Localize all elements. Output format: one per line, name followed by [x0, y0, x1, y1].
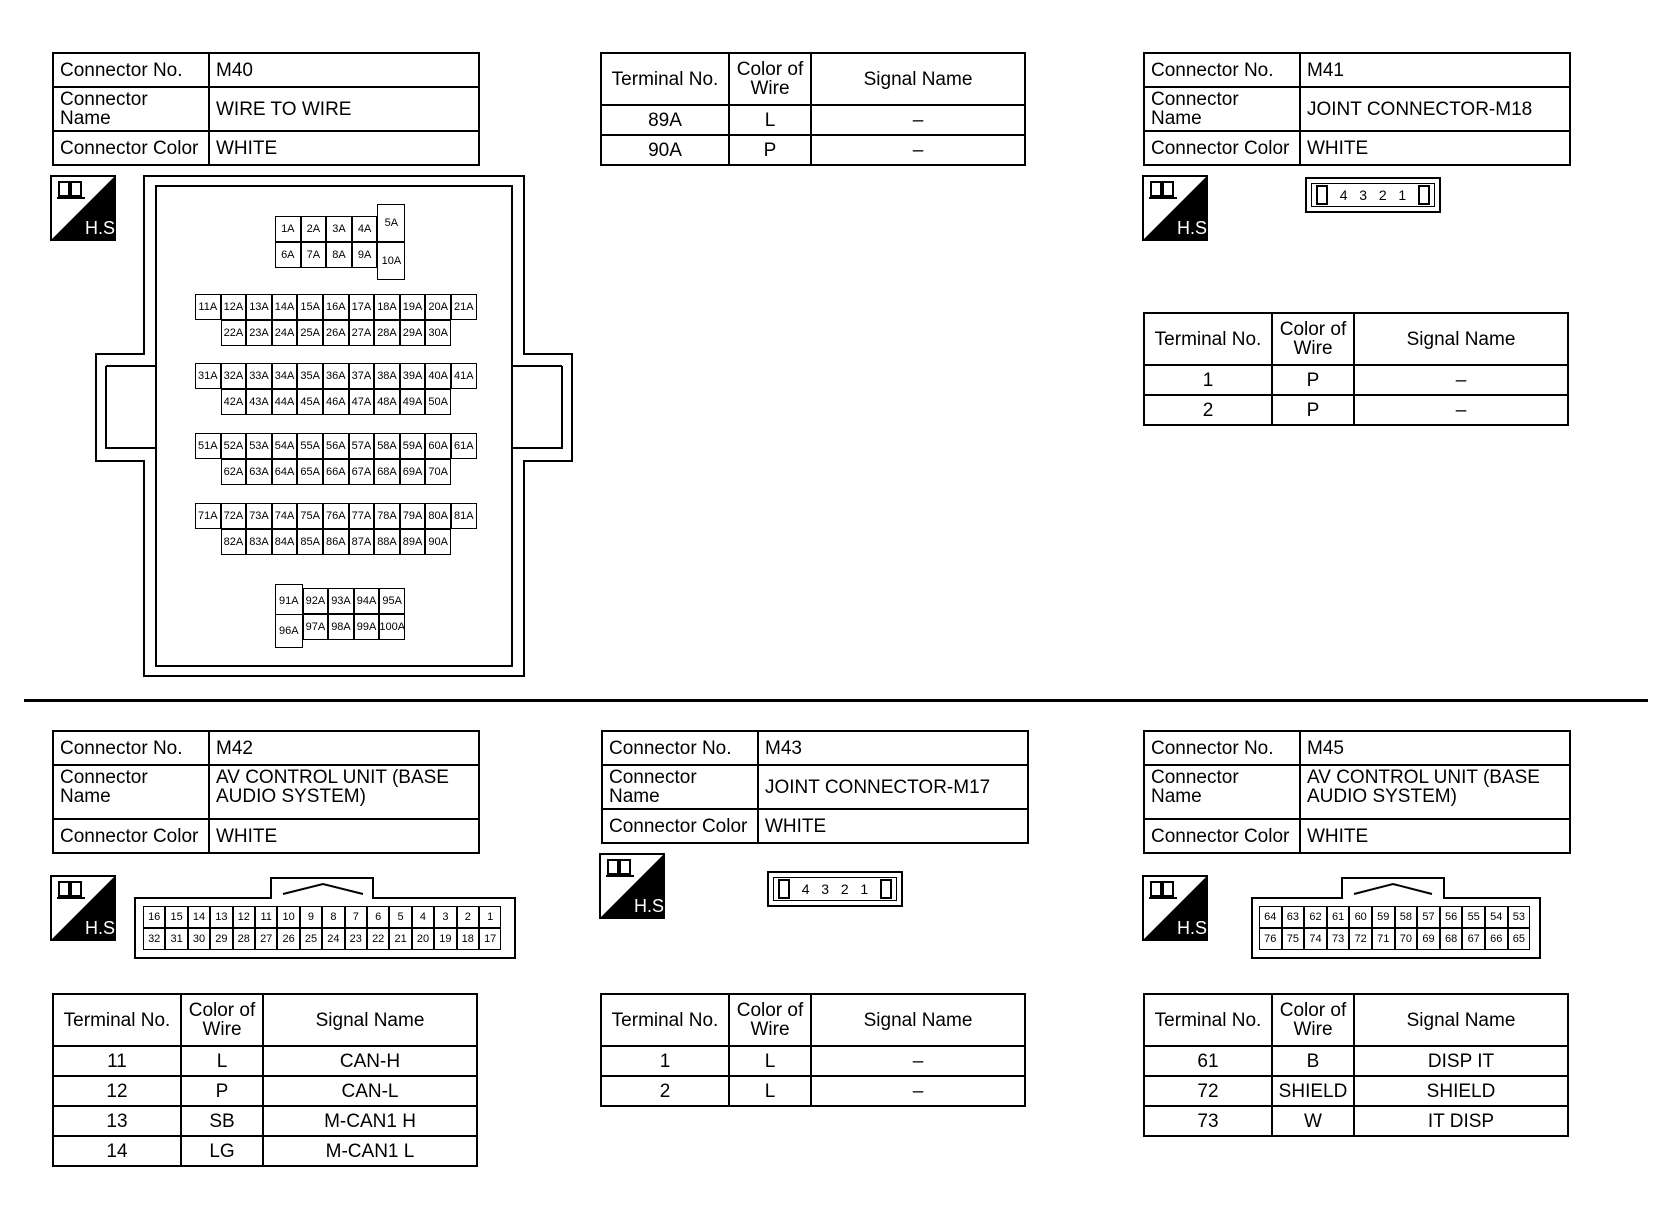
table-row: 72 SHIELD SHIELD: [1144, 1076, 1568, 1106]
terminal-pin: 20A: [425, 294, 451, 320]
terminal-pin: 31: [165, 928, 187, 950]
value: WIRE TO WIRE: [209, 87, 479, 131]
terminal-pin: 46A: [323, 389, 349, 415]
m43-terminal-table: Terminal No. Color of Wire Signal Name 1 L – 2 L –: [600, 993, 1026, 1107]
terminal-pin: 52A: [221, 433, 247, 459]
terminal-pin: 6A: [275, 242, 301, 268]
terminal-pin: 94A: [354, 588, 380, 614]
terminal-pin: 68A: [374, 459, 400, 485]
m43-connector-info: Connector No. M43 Connector Name JOINT CONNECTOR-M17 Connector Color WHITE: [601, 730, 1029, 844]
terminal-pin: 86A: [323, 529, 349, 555]
terminal-pin: 4: [412, 906, 434, 928]
header: Terminal No.: [601, 53, 729, 105]
m45-terminal-table: Terminal No. Color of Wire Signal Name 61 B DISP IT 72 SHIELD SHIELD 73 W IT DISP: [1143, 993, 1569, 1137]
terminal-pin: 68: [1440, 928, 1463, 950]
terminal-pin: 16A: [323, 294, 349, 320]
terminal-pin: 89A: [400, 529, 426, 555]
terminal-pin: 56: [1440, 906, 1463, 928]
terminal-pin: 73: [1327, 928, 1350, 950]
terminal-pin: 21A: [451, 294, 477, 320]
terminal-pin: 25: [300, 928, 322, 950]
terminal-pin: 59: [1372, 906, 1395, 928]
terminal-pin: 26: [277, 928, 299, 950]
terminal-pin: 15A: [297, 294, 323, 320]
terminal-pin: 66A: [323, 459, 349, 485]
terminal-pin: 70A: [425, 459, 451, 485]
terminal-pin: 40A: [425, 363, 451, 389]
terminal-pin: 74: [1304, 928, 1327, 950]
terminal-pin: 38A: [374, 363, 400, 389]
terminal-pin: 69: [1417, 928, 1440, 950]
terminal-pin: 63A: [246, 459, 272, 485]
table-row: 61 B DISP IT: [1144, 1046, 1568, 1076]
terminal-pin: 76A: [323, 503, 349, 529]
terminal-pin: 25A: [297, 320, 323, 346]
terminal-pin: 64A: [272, 459, 298, 485]
terminal-pin: 27: [255, 928, 277, 950]
terminal-pin: 74A: [272, 503, 298, 529]
terminal-pin: 71A: [195, 503, 221, 529]
terminal-pin: 53A: [246, 433, 272, 459]
terminal-pin: 6: [367, 906, 389, 928]
terminal-pin: 30A: [425, 320, 451, 346]
terminal-pin: 28A: [374, 320, 400, 346]
terminal-pin: 8A: [326, 242, 352, 268]
terminal-pin: 70: [1395, 928, 1418, 950]
terminal-pin: 61A: [451, 433, 477, 459]
terminal-pin: 5A: [377, 204, 405, 242]
terminal-pin: 61: [1327, 906, 1350, 928]
terminal-pin: 85A: [297, 529, 323, 555]
terminal-pin: 22: [367, 928, 389, 950]
terminal-pin: 2: [457, 906, 479, 928]
m41-terminal-table: Terminal No. Color of Wire Signal Name 1 P – 2 P –: [1143, 312, 1569, 426]
terminal-pin: 34A: [272, 363, 298, 389]
terminal-pin: 75A: [297, 503, 323, 529]
terminal-pin: 7A: [301, 242, 327, 268]
terminal-pin: 19A: [400, 294, 426, 320]
terminal-pin: 79A: [400, 503, 426, 529]
terminal-pin: 14A: [272, 294, 298, 320]
terminal-pin: 92A: [303, 588, 329, 614]
terminal-pin: 51A: [195, 433, 221, 459]
terminal-pin: 95A: [379, 588, 405, 614]
terminal-pin: 24A: [272, 320, 298, 346]
table-row: 73 W IT DISP: [1144, 1106, 1568, 1136]
terminal-pin: 41A: [451, 363, 477, 389]
m41-connector-info: Connector No. M41 Connector Name JOINT CONNECTOR-M18 Connector Color WHITE: [1143, 52, 1571, 166]
harness-side-icon: [1143, 876, 1213, 940]
terminal-pin: 72A: [221, 503, 247, 529]
terminal-pin: 78A: [374, 503, 400, 529]
terminal-pin: 17: [479, 928, 501, 950]
terminal-pin: 5: [389, 906, 411, 928]
table-row: 89A L –: [601, 105, 1025, 135]
terminal-pin: 84A: [272, 529, 298, 555]
harness-side-icon: [51, 876, 121, 940]
terminal-pin: 7: [345, 906, 367, 928]
terminal-pin: 12A: [221, 294, 247, 320]
table-row: 2 P –: [1144, 395, 1568, 425]
label: Connector No.: [53, 53, 209, 87]
svg-text:H.S.: H.S.: [85, 918, 121, 938]
table-row: 11 L CAN-H: [53, 1046, 477, 1076]
terminal-pin: 56A: [323, 433, 349, 459]
terminal-pin: 23A: [246, 320, 272, 346]
terminal-pin: 54A: [272, 433, 298, 459]
terminal-pin: 96A: [275, 614, 303, 648]
terminal-pin: 4A: [352, 216, 378, 242]
terminal-pin: 28: [233, 928, 255, 950]
terminal-pin: 8: [322, 906, 344, 928]
terminal-pin: 57: [1417, 906, 1440, 928]
terminal-pin: 73A: [246, 503, 272, 529]
terminal-pin: 30: [188, 928, 210, 950]
terminal-pin: 20: [412, 928, 434, 950]
m40-connector-info: [52, 52, 480, 166]
terminal-pin: 32: [143, 928, 165, 950]
table-row: 2 L –: [601, 1076, 1025, 1106]
terminal-pin: 69A: [400, 459, 426, 485]
terminal-pin: 10A: [377, 242, 405, 280]
terminal-pin: 27A: [349, 320, 375, 346]
terminal-pin: 32A: [221, 363, 247, 389]
m43-connector-face: 4 3 2 1: [767, 871, 903, 907]
terminal-pin: 81A: [451, 503, 477, 529]
terminal-pin: 39A: [400, 363, 426, 389]
value: WHITE: [209, 131, 479, 165]
m42-terminal-table: Terminal No. Color of Wire Signal Name 11 L CAN-H 12 P CAN-L 13 SB M-CAN1 H 14 LG M-CAN1 L: [52, 993, 478, 1167]
terminal-pin: 24: [322, 928, 344, 950]
m40-terminal-table: [600, 52, 1026, 166]
terminal-pin: 37A: [349, 363, 375, 389]
table-row: 12 P CAN-L: [53, 1076, 477, 1106]
terminal-pin: 29: [210, 928, 232, 950]
terminal-pin: 55A: [297, 433, 323, 459]
table-row: 1 L –: [601, 1046, 1025, 1076]
terminal-pin: 14: [188, 906, 210, 928]
terminal-pin: 100A: [379, 614, 405, 640]
section-divider: [24, 699, 1648, 702]
terminal-pin: 22A: [221, 320, 247, 346]
terminal-pin: 66: [1485, 928, 1508, 950]
terminal-pin: 23: [345, 928, 367, 950]
terminal-pin: 10: [277, 906, 299, 928]
terminal-pin: 36A: [323, 363, 349, 389]
terminal-pin: 93A: [328, 588, 354, 614]
terminal-pin: 42A: [221, 389, 247, 415]
m42-connector-info: Connector No. M42 Connector Name AV CONTROL UNIT (BASE AUDIO SYSTEM) Connector Color WHITE: [52, 730, 480, 854]
value: M40: [209, 53, 479, 87]
terminal-pin: 48A: [374, 389, 400, 415]
terminal-pin: 59A: [400, 433, 426, 459]
terminal-pin: 90A: [425, 529, 451, 555]
terminal-pin: 16: [143, 906, 165, 928]
terminal-pin: 97A: [303, 614, 329, 640]
table-row: 1 P –: [1144, 365, 1568, 395]
terminal-pin: 44A: [272, 389, 298, 415]
terminal-pin: 1: [479, 906, 501, 928]
terminal-pin: 58A: [374, 433, 400, 459]
terminal-pin: 15: [165, 906, 187, 928]
terminal-pin: 67A: [349, 459, 375, 485]
terminal-pin: 9A: [352, 242, 378, 268]
terminal-pin: 62A: [221, 459, 247, 485]
terminal-pin: 26A: [323, 320, 349, 346]
terminal-pin: 18A: [374, 294, 400, 320]
terminal-pin: 71: [1372, 928, 1395, 950]
terminal-pin: 49A: [400, 389, 426, 415]
terminal-pin: 57A: [349, 433, 375, 459]
terminal-pin: 60: [1349, 906, 1372, 928]
terminal-pin: 64: [1259, 906, 1282, 928]
terminal-pin: 60A: [425, 433, 451, 459]
terminal-pin: 12: [233, 906, 255, 928]
terminal-pin: 3: [434, 906, 456, 928]
terminal-pin: 13: [210, 906, 232, 928]
m41-connector-face: 4 3 2 1: [1305, 177, 1441, 213]
svg-text:H.S.: H.S.: [1177, 218, 1213, 238]
terminal-pin: 43A: [246, 389, 272, 415]
terminal-pin: 54: [1485, 906, 1508, 928]
terminal-pin: 21: [389, 928, 411, 950]
svg-text:H.S.: H.S.: [1177, 918, 1213, 938]
terminal-pin: 83A: [246, 529, 272, 555]
label: Connector Color: [53, 131, 209, 165]
terminal-pin: 11A: [195, 294, 221, 320]
terminal-pin: 88A: [374, 529, 400, 555]
terminal-pin: 65A: [297, 459, 323, 485]
terminal-pin: 35A: [297, 363, 323, 389]
terminal-pin: 9: [300, 906, 322, 928]
terminal-pin: 65: [1508, 928, 1531, 950]
table-row: 90A P –: [601, 135, 1025, 165]
terminal-pin: 99A: [354, 614, 380, 640]
terminal-pin: 67: [1462, 928, 1485, 950]
terminal-pin: 53: [1508, 906, 1531, 928]
terminal-pin: 82A: [221, 529, 247, 555]
terminal-pin: 91A: [275, 584, 303, 618]
terminal-pin: 62: [1304, 906, 1327, 928]
terminal-pin: 2A: [301, 216, 327, 242]
terminal-pin: 63: [1282, 906, 1305, 928]
terminal-pin: 72: [1349, 928, 1372, 950]
terminal-pin: 31A: [195, 363, 221, 389]
table-row: 14 LG M-CAN1 L: [53, 1136, 477, 1166]
harness-side-icon: [1143, 176, 1213, 240]
terminal-pin: 77A: [349, 503, 375, 529]
svg-text:H.S.: H.S.: [634, 896, 670, 916]
terminal-pin: 87A: [349, 529, 375, 555]
terminal-pin: 18: [457, 928, 479, 950]
terminal-pin: 13A: [246, 294, 272, 320]
terminal-pin: 55: [1462, 906, 1485, 928]
harness-side-icon: [600, 854, 670, 918]
svg-text:H.S.: H.S.: [85, 218, 121, 238]
m45-connector-info: Connector No. M45 Connector Name AV CONTROL UNIT (BASE AUDIO SYSTEM) Connector Color WHITE: [1143, 730, 1571, 854]
terminal-pin: 98A: [328, 614, 354, 640]
terminal-pin: 33A: [246, 363, 272, 389]
terminal-pin: 17A: [349, 294, 375, 320]
terminal-pin: 47A: [349, 389, 375, 415]
terminal-pin: 80A: [425, 503, 451, 529]
terminal-pin: 76: [1259, 928, 1282, 950]
label: Connector Name: [53, 87, 209, 131]
terminal-pin: 11: [255, 906, 277, 928]
terminal-pin: 29A: [400, 320, 426, 346]
table-row: 13 SB M-CAN1 H: [53, 1106, 477, 1136]
header: Signal Name: [811, 53, 1025, 105]
terminal-pin: 58: [1395, 906, 1418, 928]
terminal-pin: 19: [434, 928, 456, 950]
header: Color of Wire: [729, 53, 811, 105]
terminal-pin: 3A: [326, 216, 352, 242]
terminal-pin: 1A: [275, 216, 301, 242]
terminal-pin: 50A: [425, 389, 451, 415]
terminal-pin: 75: [1282, 928, 1305, 950]
terminal-pin: 45A: [297, 389, 323, 415]
